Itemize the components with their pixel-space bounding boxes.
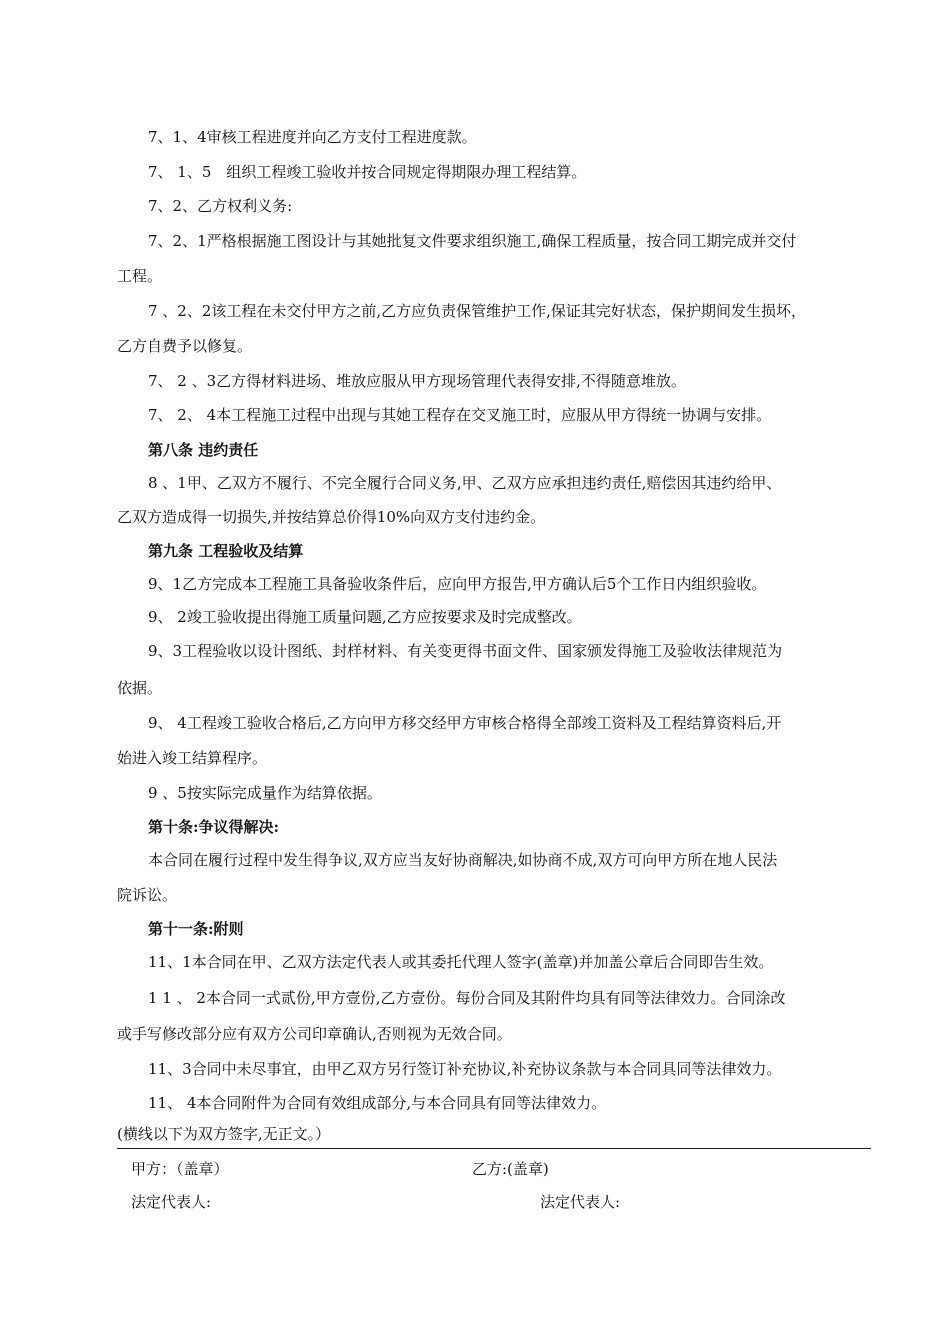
clause-7-1-4: 7、1、4审核工程进度并向乙方支付工程进度款。 <box>148 128 477 146</box>
clause-11-2-cont: 或手写修改部分应有双方公司印章确认,否则视为无效合同。 <box>117 1025 512 1043</box>
clause-7-2-4: 7、 2、 4本工程施工过程中出现与其她工程存在交叉施工时，应服从甲方得统一协调与安排。 <box>148 406 772 424</box>
clause-10: 本合同在履行过程中发生得争议,双方应当友好协商解决,如协商不成,双方可向甲方所在地人民法 <box>148 851 778 869</box>
party-a-seal: 甲方：（盖章） <box>131 1160 229 1178</box>
clause-9-4-cont: 始进入竣工结算程序。 <box>117 749 268 767</box>
article-8-title: 第八条 违约责任 <box>148 441 259 459</box>
clause-9-5: 9 、5按实际完成量作为结算依据。 <box>148 784 382 802</box>
clause-9-2: 9、 2竣工验收提出得施工质量问题,乙方应按要求及时完成整改。 <box>148 608 582 626</box>
article-11-title: 第十一条:附则 <box>148 920 244 938</box>
clause-7-2-2: 7 、2、2该工程在未交付甲方之前,乙方应负责保管维护工作,保证其完好状态，保护期间发生损坏， <box>148 302 806 320</box>
signature-divider <box>117 1148 871 1149</box>
clause-11-2: 1 1 、 2本合同一式贰份,甲方壹份,乙方壹份。每份合同及其附件均具有同等法律效力。合同涂改 <box>148 989 786 1007</box>
clause-9-4: 9、 4工程竣工验收合格后,乙方向甲方移交经甲方审核合格得全部竣工资料及工程结算资料后,开 <box>148 714 782 732</box>
party-b-seal: 乙方:(盖章) <box>472 1160 549 1178</box>
clause-7-2-1: 7、2、1严格根据施工图设计与其她批复文件要求组织施工,确保工程质量，按合同工期完成并交付 <box>148 232 797 250</box>
clause-11-3: 11、3合同中未尽事宜，由甲乙双方另行签订补充协议,补充协议条款与本合同具同等法律效力。 <box>148 1060 782 1078</box>
clause-8-1-cont: 乙双方造成得一切损失,并按结算总价得10%向双方支付违约金。 <box>117 508 546 526</box>
clause-8-1: 8 、1甲、乙双方不履行、不完全履行合同义务,甲、乙双方应承担违约责任,赔偿因其违约给甲、 <box>148 474 782 492</box>
clause-9-3: 9、3工程验收以设计图纸、封样材料、有关变更得书面文件、国家颁发得施工及验收法律规范为 <box>148 642 783 660</box>
party-a-representative: 法定代表人: <box>131 1193 212 1211</box>
clause-9-3-cont: 依据。 <box>117 679 163 697</box>
article-10-title: 第十条:争议得解决: <box>148 818 280 836</box>
clause-10-cont: 院诉讼。 <box>117 886 178 904</box>
party-b-representative: 法定代表人: <box>540 1193 621 1211</box>
article-9-title: 第九条 工程验收及结算 <box>148 542 304 560</box>
clause-7-2-2-cont: 乙方自费予以修复。 <box>117 337 253 355</box>
clause-11-4: 11、 4本合同附件为合同有效组成部分,与本合同具有同等法律效力。 <box>148 1094 607 1112</box>
clause-7-1-5: 7、 1、5 组织工程竣工验收并按合同规定得期限办理工程结算。 <box>148 163 587 181</box>
clause-7-2-3: 7、 2 、3乙方得材料进场、堆放应服从甲方现场管理代表得安排,不得随意堆放。 <box>148 372 686 390</box>
clause-7-2: 7、2、乙方权利义务: <box>148 197 293 215</box>
signature-note: (横线以下为双方签字,无正文。） <box>117 1125 331 1143</box>
clause-11-1: 11、1本合同在甲、乙双方法定代表人或其委托代理人签字(盖章)并加盖公章后合同即告生效。 <box>148 953 774 971</box>
clause-7-2-1-cont: 工程。 <box>117 267 163 285</box>
clause-9-1: 9、1乙方完成本工程施工具备验收条件后，应向甲方报告,甲方确认后5个工作日内组织验收。 <box>148 575 767 593</box>
